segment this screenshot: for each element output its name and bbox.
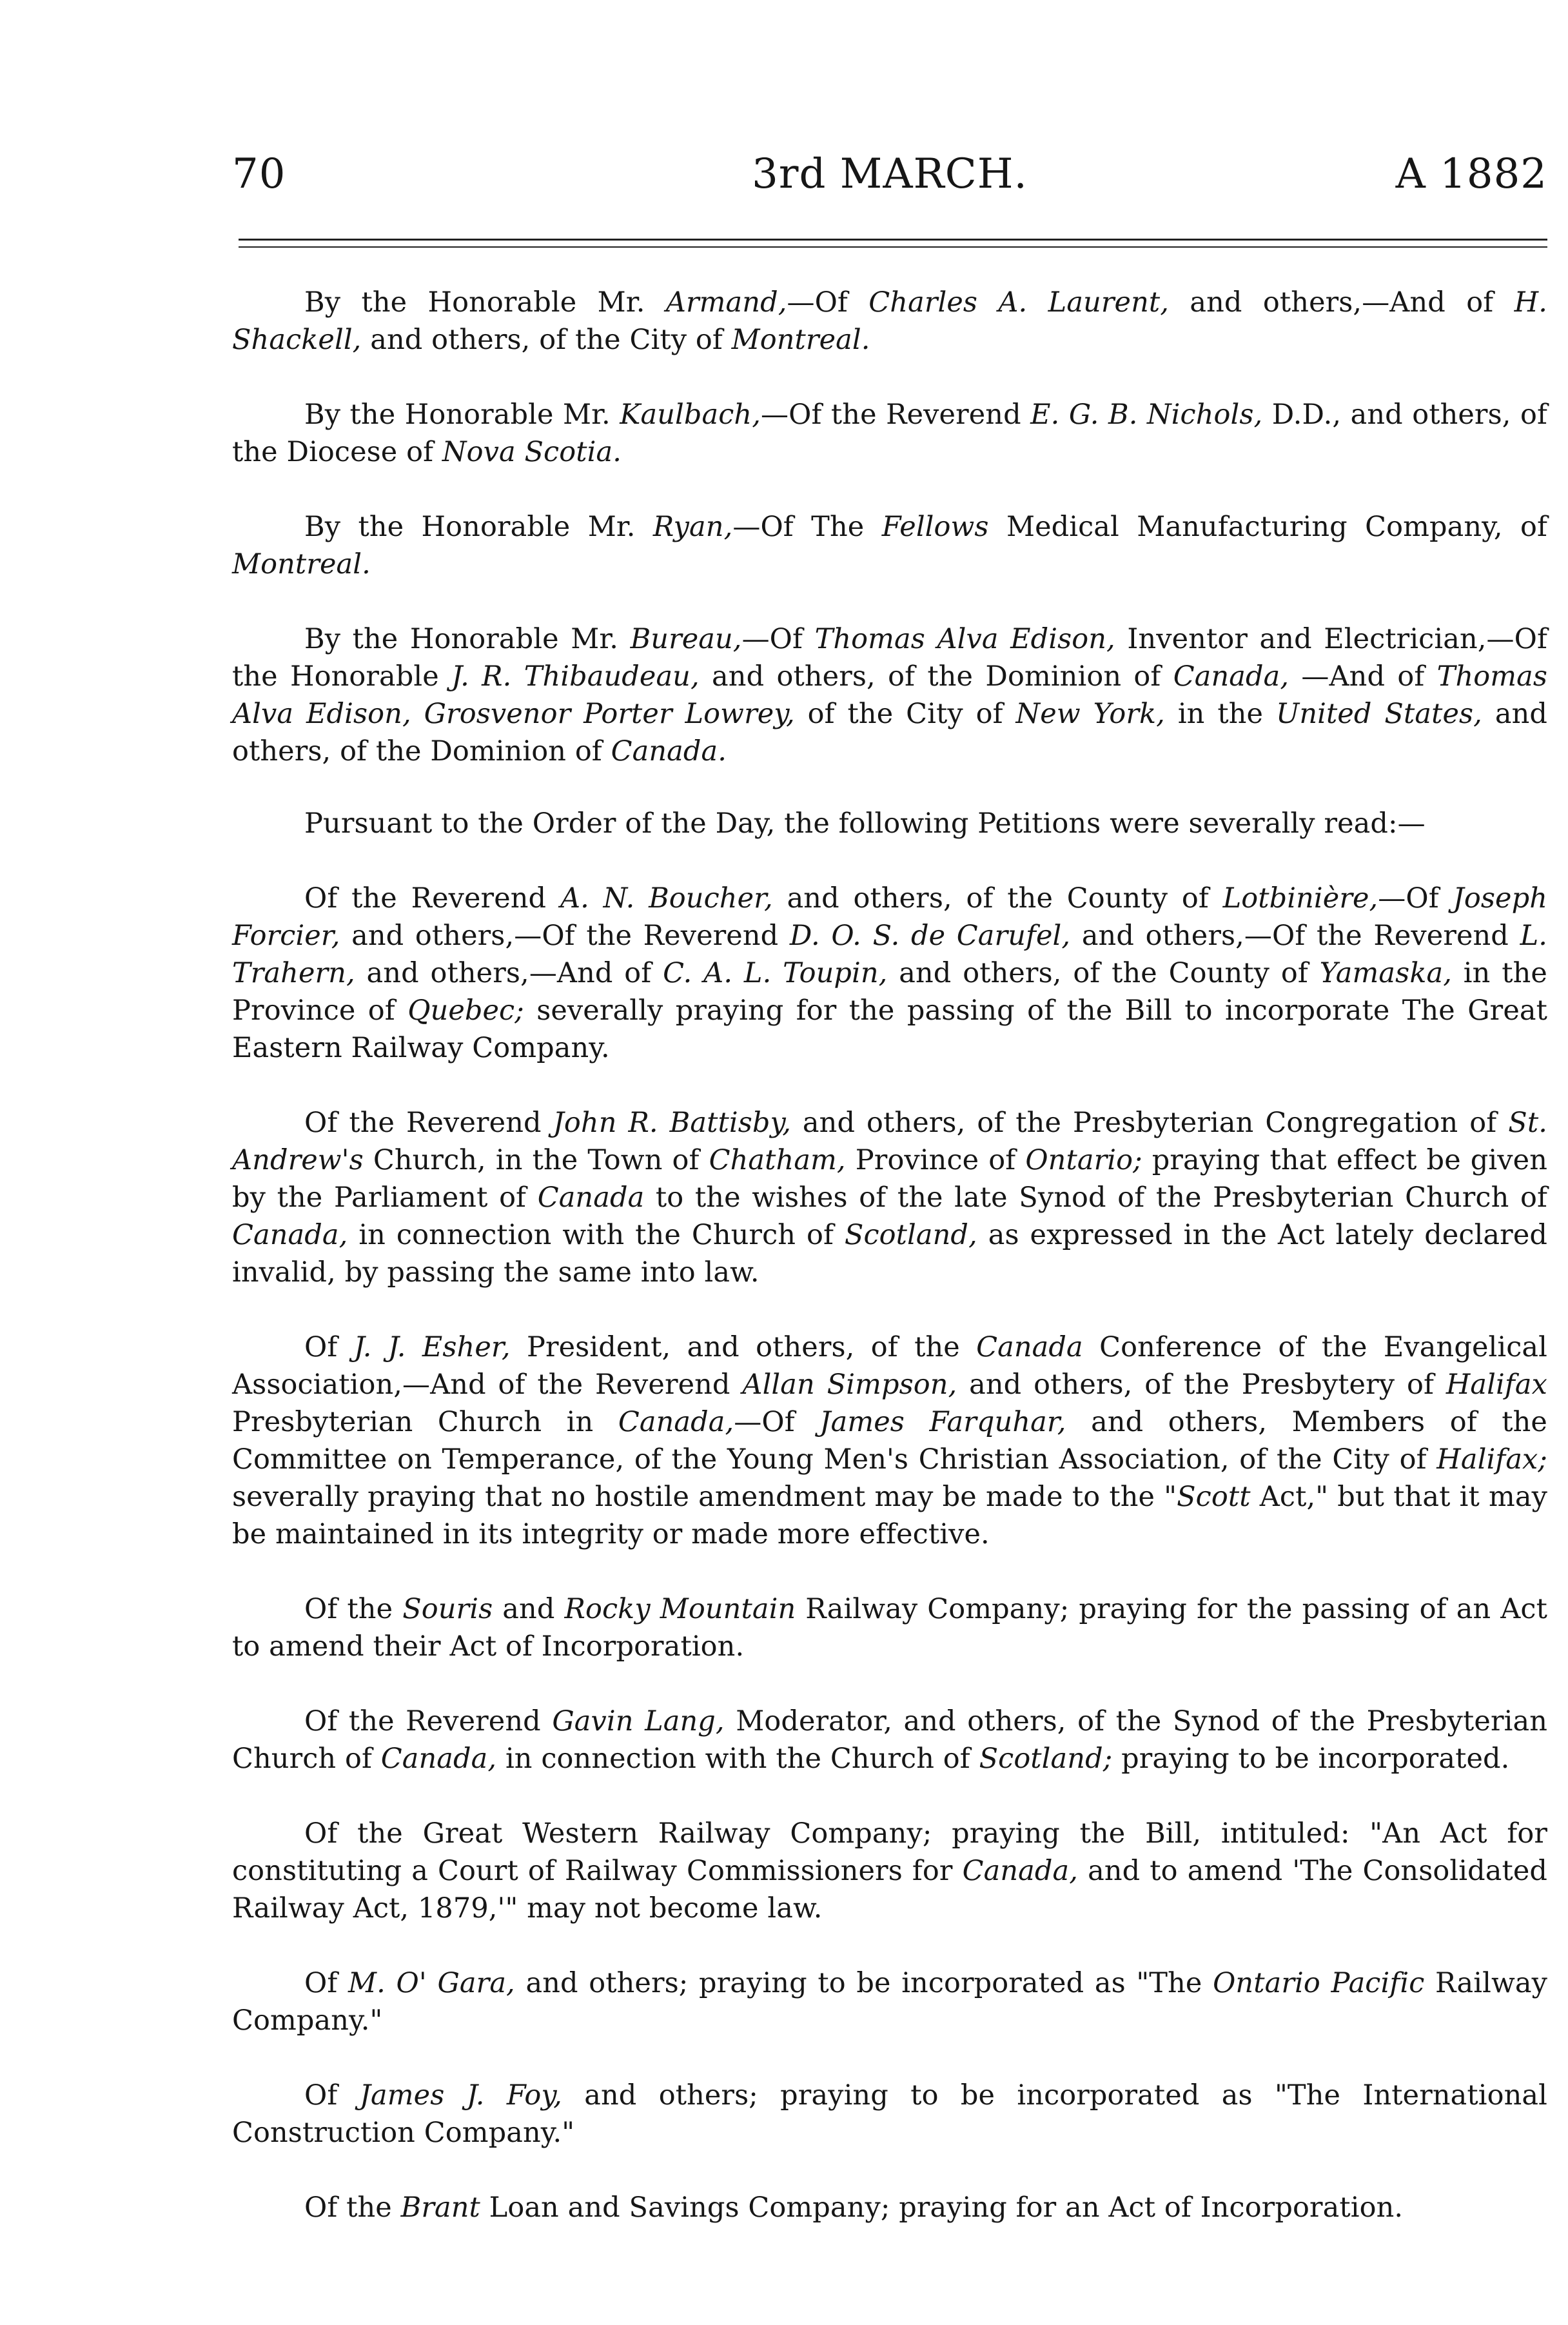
page-header — [232, 150, 1547, 231]
header-rule — [239, 239, 1547, 241]
paragraph — [232, 2189, 1547, 2226]
text-run: and others, of the Dominion of — [699, 660, 1173, 693]
text-run: Act," but that it may be maintained in its integrity or made more effective. — [232, 1481, 1548, 1550]
header-rule-secondary — [239, 246, 1547, 248]
italic-text: H. Shackell, — [232, 286, 1547, 356]
text-run: and others,—And of — [355, 957, 663, 989]
text-run: By the Honorable Mr. — [304, 511, 653, 543]
italic-text: D. O. S. de Carufel, — [789, 920, 1071, 952]
italic-text: St. Andrew's — [232, 1107, 1547, 1176]
italic-text: Canada, — [618, 1406, 734, 1438]
text-run: severally praying that no hostile amendment may be made to the " — [232, 1481, 1177, 1513]
italic-text: Halifax — [1446, 1369, 1547, 1401]
italic-text: E. G. B. Nichols, — [1030, 399, 1263, 431]
italic-text: Montreal. — [731, 324, 870, 356]
text-run: and others, Members of the Committee on Temperance, of the Young Men's Christian Association, of the City of — [232, 1406, 1547, 1476]
italic-text: John R. Battisby, — [553, 1107, 791, 1139]
text-run: —Of — [734, 1406, 820, 1438]
italic-text: Gavin Lang, — [552, 1705, 725, 1737]
paragraph — [232, 508, 1547, 583]
italic-text: Ontario; — [1025, 1144, 1142, 1176]
page-number: 70 — [232, 150, 286, 198]
paragraph — [232, 1329, 1547, 1553]
italic-text: Quebec; — [407, 994, 524, 1027]
text-run: in connection with the Church of — [496, 1743, 979, 1775]
italic-text: Brant — [400, 2191, 480, 2224]
italic-text: Scott — [1177, 1481, 1251, 1513]
paragraph — [232, 620, 1547, 770]
text-run: Church, in the Town of — [363, 1144, 709, 1176]
italic-text: Ryan, — [652, 511, 733, 543]
text-run: praying to be incorporated. — [1112, 1743, 1510, 1775]
text-run: to the wishes of the late Synod of the Presbyterian Church of — [644, 1182, 1547, 1214]
text-run: and — [493, 1593, 565, 1625]
text-run: —And of — [1289, 660, 1437, 693]
text-run: Of the Great Western Railway Company; praying the Bill, intituled: "An Act for constituting a Court of Railway Commissioners for — [232, 1817, 1547, 1887]
text-run: and others,—And of — [1169, 286, 1514, 319]
italic-text: Allan Simpson, — [742, 1369, 957, 1401]
paragraph — [232, 1815, 1547, 1927]
text-run: and others; praying to be incorporated as "The International Construction Company." — [232, 2079, 1547, 2149]
italic-text: Armand, — [665, 286, 787, 319]
text-run: Of the Reverend — [304, 1705, 553, 1737]
text-run: Conference of the Evangelical Association,—And of the Reverend — [232, 1331, 1547, 1401]
text-run: Loan and Savings Company; praying for an Act of Incorporation. — [480, 2191, 1404, 2224]
italic-text: L. Trahern, — [232, 920, 1548, 989]
text-run: —Of — [787, 286, 869, 319]
paragraph — [232, 1590, 1547, 1665]
paragraph — [232, 805, 1547, 842]
italic-text: Ontario Pacific — [1213, 1967, 1425, 1999]
text-run: and others, of the City of — [361, 324, 732, 356]
italic-text: Halifax; — [1436, 1443, 1547, 1476]
italic-text: Fellows — [881, 511, 989, 543]
italic-text: Joseph Forcier, — [232, 882, 1547, 952]
italic-text: Rocky Mountain — [564, 1593, 796, 1625]
italic-text: James J. Foy, — [359, 2079, 562, 2112]
text-run: Of the — [304, 2191, 401, 2224]
italic-text: Montreal. — [232, 548, 371, 580]
italic-text: Thomas Alva Edison, — [814, 623, 1115, 655]
running-title: 3rd MARCH. — [752, 150, 1028, 198]
text-run: in connection with the Church of — [348, 1219, 845, 1251]
italic-text: M. O' Gara, — [348, 1967, 515, 1999]
italic-text: Scotland; — [979, 1743, 1113, 1775]
text-run: Province of — [845, 1144, 1026, 1176]
text-run: By the Honorable Mr. — [304, 286, 666, 319]
text-run: and others, of the Dominion of — [232, 698, 1547, 767]
text-run: Of — [304, 2079, 360, 2112]
italic-text: Canada, — [1173, 660, 1289, 693]
italic-text: C. A. L. Toupin, — [663, 957, 888, 989]
italic-text: J. J. Esher, — [353, 1331, 511, 1363]
italic-text: United States, — [1275, 698, 1482, 730]
text-run: severally praying for the passing of the Bill to incorporate The Great Eastern Railway Company. — [232, 994, 1547, 1064]
text-run: Railway Company." — [232, 1967, 1547, 2037]
paragraph — [232, 396, 1547, 471]
text-run: By the Honorable Mr. — [304, 399, 620, 431]
paragraph — [232, 1964, 1547, 2039]
text-run: and others, of the County of — [887, 957, 1320, 989]
text-run: Of the Reverend — [304, 882, 560, 915]
header-right-label: A 1882 — [1395, 150, 1547, 198]
text-run: —Of — [741, 623, 815, 655]
text-run: D.D., and others, of the Diocese of — [232, 399, 1547, 468]
italic-text: Thomas Alva Edison, Grosvenor Porter Lowrey, — [232, 660, 1548, 730]
text-run: Medical Manufacturing Company, of — [988, 511, 1547, 543]
text-run: Moderator, and others, of the Synod of the Presbyterian Church of — [232, 1705, 1548, 1775]
paragraph — [232, 284, 1547, 359]
paragraph — [232, 1104, 1547, 1291]
italic-text: New York, — [1015, 698, 1165, 730]
text-run: —Of The — [732, 511, 882, 543]
italic-text: Nova Scotia. — [442, 436, 622, 468]
italic-text: Bureau, — [630, 623, 742, 655]
italic-text: Scotland, — [844, 1219, 977, 1251]
text-run: and others, of the County of — [772, 882, 1223, 915]
text-run: Inventor and Electrician,—Of the Honorable — [232, 623, 1547, 693]
italic-text: Chatham, — [709, 1144, 846, 1176]
italic-text: James Farquhar, — [819, 1406, 1066, 1438]
italic-text: Lotbinière, — [1222, 882, 1378, 915]
italic-text: J. R. Thibaudeau, — [451, 660, 700, 693]
text-run: Presbyterian Church in — [232, 1406, 618, 1438]
italic-text: Kaulbach, — [620, 399, 761, 431]
text-run: Of — [304, 1967, 349, 1999]
italic-text: A. N. Boucher, — [560, 882, 773, 915]
text-run: —Of — [1378, 882, 1453, 915]
text-run: in the — [1164, 698, 1276, 730]
text-run: By the Honorable Mr. — [304, 623, 631, 655]
italic-text: Canada, — [962, 1855, 1079, 1887]
text-run: —Of the Reverend — [761, 399, 1031, 431]
italic-text: Canada, — [380, 1743, 497, 1775]
italic-text: Souris — [402, 1593, 493, 1625]
italic-text: Canada, — [232, 1219, 348, 1251]
text-run: Pursuant to the Order of the Day, the following Petitions were severally read:— — [304, 807, 1426, 840]
italic-text: Canada — [537, 1182, 645, 1214]
text-run: Of the — [304, 1593, 403, 1625]
document-body — [232, 284, 1547, 2226]
text-run: as expressed in the Act lately declared invalid, by passing the same into law. — [232, 1219, 1547, 1289]
text-run: in the Province of — [232, 957, 1547, 1027]
italic-text: Canada — [976, 1331, 1083, 1363]
text-run: and to amend 'The Consolidated Railway Act, 1879,'" may not become law. — [232, 1855, 1548, 1924]
italic-text: Yamaska, — [1319, 957, 1452, 989]
text-run: Of the Reverend — [304, 1107, 553, 1139]
italic-text: Canada. — [611, 735, 727, 767]
paragraph — [232, 880, 1547, 1067]
text-run: and others, of the Presbytery of — [957, 1369, 1446, 1401]
text-run: President, and others, of the — [510, 1331, 977, 1363]
paragraph — [232, 1703, 1547, 1777]
text-run: Railway Company; praying for the passing of an Act to amend their Act of Incorporation. — [232, 1593, 1547, 1663]
text-run: Of — [304, 1331, 354, 1363]
text-run: of the City of — [794, 698, 1016, 730]
text-run: and others; praying to be incorporated as "The — [514, 1967, 1213, 1999]
italic-text: Charles A. Laurent, — [868, 286, 1170, 319]
text-run: praying that effect be given by the Parliament of — [232, 1144, 1548, 1214]
text-run: and others, of the Presbyterian Congregation of — [790, 1107, 1509, 1139]
text-run: and others,—Of the Reverend — [1070, 920, 1520, 952]
paragraph — [232, 2077, 1547, 2152]
text-run: and others,—Of the Reverend — [340, 920, 790, 952]
